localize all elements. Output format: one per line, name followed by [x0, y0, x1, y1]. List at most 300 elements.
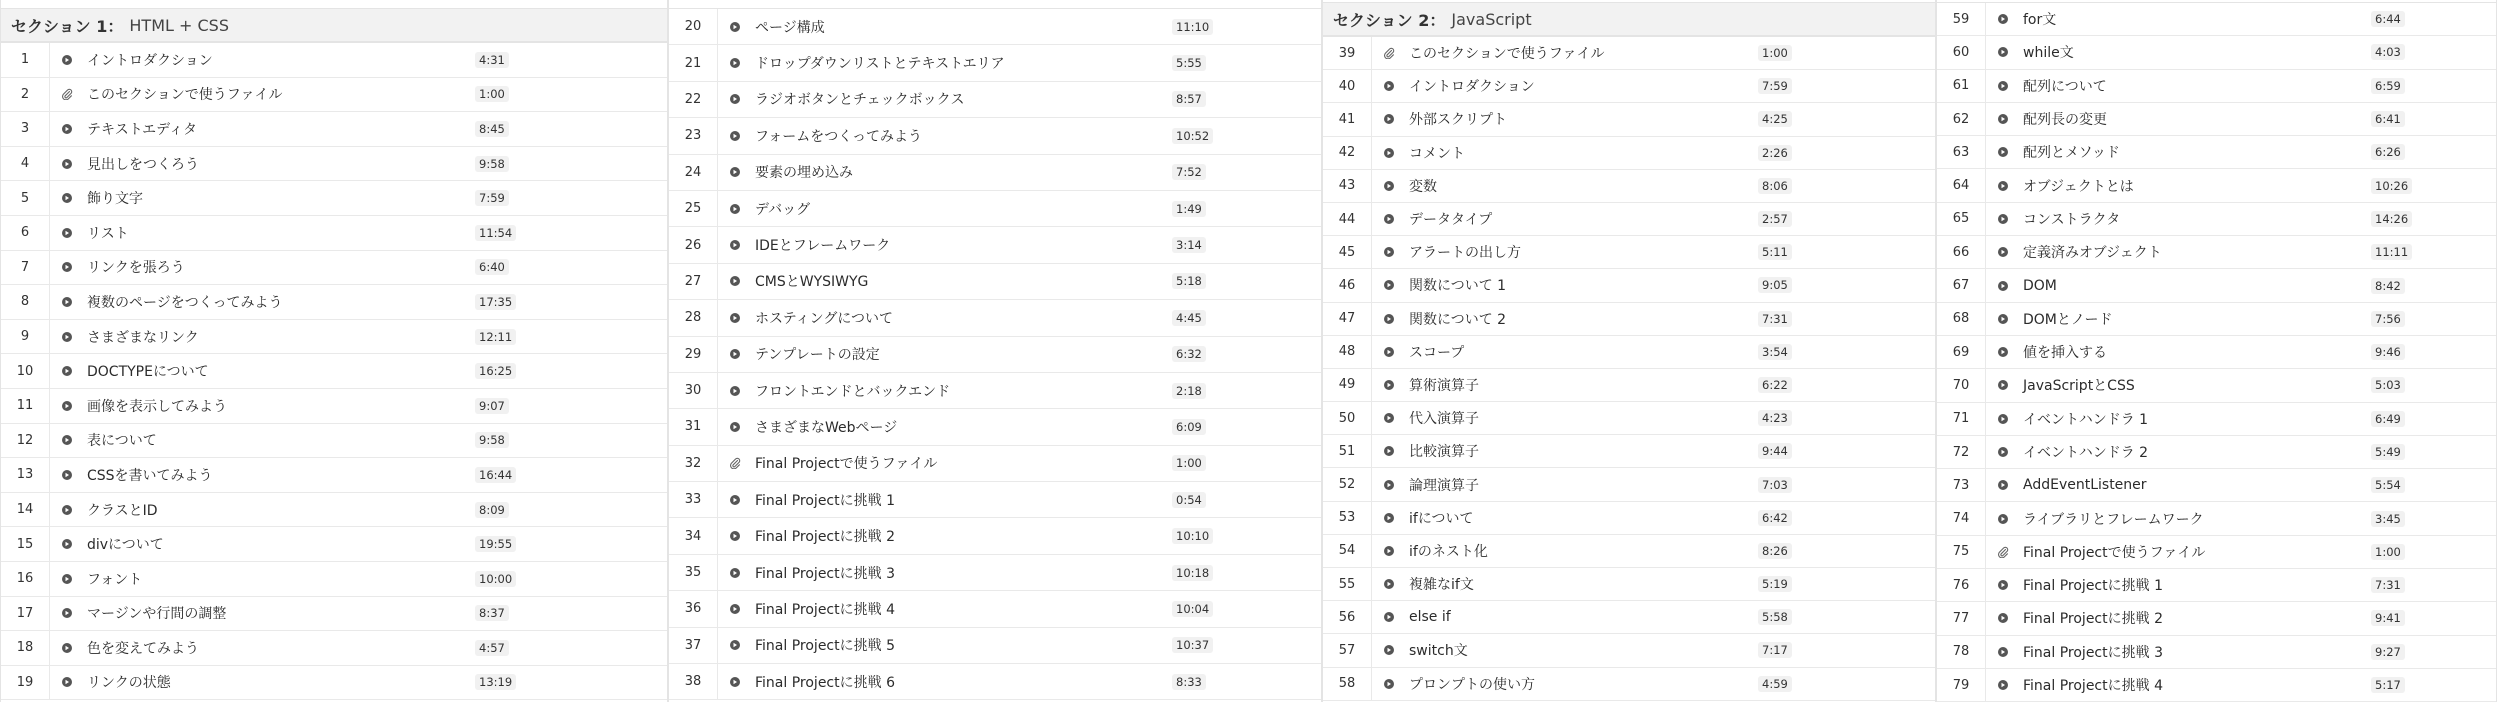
lecture-title[interactable]: Final Projectで使うファイル: [2023, 544, 2206, 561]
lecture-duration: 6:59: [2371, 78, 2405, 94]
lecture-title[interactable]: ラジオボタンとチェックボックス: [755, 92, 965, 109]
lecture-number: 11: [1, 389, 50, 423]
lecture-duration: 4:31: [475, 52, 509, 68]
lecture-duration: 9:44: [1758, 443, 1792, 459]
lecture-number: 37: [669, 628, 718, 663]
lecture-title[interactable]: Final Projectで使うファイル: [755, 456, 938, 473]
lecture-row[interactable]: [1323, 269, 1935, 302]
lecture-title[interactable]: DOMとノード: [2023, 311, 2113, 328]
lecture-row[interactable]: [1937, 669, 2496, 702]
play-circle-icon: [1384, 513, 1394, 523]
lecture-duration: 1:49: [1172, 201, 1206, 217]
lecture-row[interactable]: [1, 147, 667, 182]
lecture-duration: 8:33: [1172, 674, 1206, 690]
lecture-title[interactable]: IDEとフレームワーク: [755, 238, 891, 255]
lecture-title[interactable]: 色を変えてみよう: [87, 640, 199, 657]
lecture-title[interactable]: 外部スクリプト: [1409, 112, 1507, 129]
lecture-duration: 2:26: [1758, 145, 1792, 161]
lecture-duration: 0:54: [1172, 492, 1206, 508]
lecture-list: [669, 8, 1321, 700]
play-circle-icon: [1384, 612, 1394, 622]
lecture-title[interactable]: DOCTYPEについて: [87, 364, 209, 381]
curriculum-column-2: [668, 0, 1322, 702]
lecture-duration: 6:40: [475, 259, 509, 275]
lecture-number: 54: [1323, 535, 1372, 567]
lecture-row[interactable]: [1323, 601, 1935, 634]
lecture-title[interactable]: フォント: [87, 571, 143, 588]
lecture-row[interactable]: [1937, 569, 2496, 602]
play-circle-icon: [62, 505, 72, 515]
lecture-title[interactable]: ホスティングについて: [755, 310, 894, 327]
lecture-row[interactable]: [1323, 402, 1935, 435]
play-circle-icon: [730, 313, 740, 323]
play-circle-icon: [1998, 447, 2008, 457]
lecture-duration: 8:06: [1758, 178, 1792, 194]
lecture-number: 64: [1937, 169, 1986, 201]
lecture-title[interactable]: Final Projectに挑戦 2: [755, 529, 895, 546]
lecture-row[interactable]: [669, 373, 1321, 409]
lecture-row[interactable]: [669, 191, 1321, 227]
lecture-row[interactable]: [1937, 36, 2496, 69]
play-circle-icon: [730, 531, 740, 541]
lecture-row[interactable]: [1, 666, 667, 701]
lecture-row[interactable]: [1, 112, 667, 147]
lecture-title[interactable]: 要素の埋め込み: [755, 165, 853, 182]
lecture-title[interactable]: Final Projectに挑戦 2: [2023, 611, 2163, 628]
lecture-number: 71: [1937, 403, 1986, 435]
lecture-title[interactable]: CSSを書いてみよう: [87, 467, 213, 484]
lecture-row[interactable]: [669, 555, 1321, 591]
lecture-duration: 4:23: [1758, 410, 1792, 426]
lecture-number: 48: [1323, 336, 1372, 368]
lecture-row[interactable]: [669, 45, 1321, 81]
lecture-title[interactable]: ドロップダウンリストとテキストエリア: [755, 56, 1005, 73]
lecture-row[interactable]: [1937, 136, 2496, 169]
lecture-row[interactable]: [1323, 236, 1935, 269]
lecture-number: 66: [1937, 236, 1986, 268]
lecture-number: 34: [669, 518, 718, 553]
lecture-title[interactable]: コンストラクタ: [2023, 211, 2121, 228]
lecture-title[interactable]: テンプレートの設定: [755, 347, 880, 364]
lecture-row[interactable]: [669, 664, 1321, 700]
lecture-title[interactable]: さまざまなリンク: [87, 329, 199, 346]
lecture-duration: 9:27: [2371, 644, 2405, 660]
lecture-duration: 3:45: [2371, 511, 2405, 527]
lecture-title[interactable]: オブジェクトとは: [2023, 178, 2134, 195]
lecture-row[interactable]: [1, 458, 667, 493]
lecture-number: 74: [1937, 502, 1986, 534]
lecture-row[interactable]: [669, 82, 1321, 118]
lecture-title[interactable]: else if: [1409, 609, 1451, 626]
lecture-title[interactable]: フォームをつくってみよう: [755, 128, 923, 145]
play-circle-icon: [62, 401, 72, 411]
lecture-row[interactable]: [1937, 436, 2496, 469]
lecture-number: 10: [1, 354, 50, 388]
lecture-row[interactable]: [1937, 602, 2496, 635]
lecture-row[interactable]: [1, 424, 667, 459]
play-circle-icon: [62, 159, 72, 169]
lecture-title[interactable]: 画像を表示してみよう: [87, 398, 227, 415]
play-circle-icon: [730, 495, 740, 505]
lecture-number: 20: [669, 9, 718, 44]
lecture-row[interactable]: [1937, 236, 2496, 269]
lecture-title[interactable]: フロントエンドとバックエンド: [755, 383, 951, 400]
section-subtitle: HTML + CSS: [129, 15, 229, 35]
lecture-row[interactable]: [669, 446, 1321, 482]
lecture-number: 65: [1937, 203, 1986, 235]
section-header[interactable]: [1, 8, 667, 42]
play-circle-icon: [62, 643, 72, 653]
lecture-row[interactable]: [1323, 668, 1935, 701]
play-circle-icon: [1384, 148, 1394, 158]
lecture-duration: 7:17: [1758, 642, 1792, 658]
lecture-number: 4: [1, 147, 50, 181]
lecture-duration: 9:41: [2371, 610, 2405, 626]
lecture-row[interactable]: [1, 43, 667, 78]
play-circle-icon: [1998, 181, 2008, 191]
lecture-number: 23: [669, 118, 718, 153]
lecture-title[interactable]: ifのネスト化: [1409, 543, 1488, 560]
lecture-title[interactable]: 定義済みオブジェクト: [2023, 245, 2162, 262]
lecture-duration: 11:11: [2371, 244, 2412, 260]
lecture-number: 21: [669, 45, 718, 80]
lecture-title[interactable]: イベントハンドラ 2: [2023, 445, 2149, 461]
lecture-duration: 10:04: [1172, 601, 1213, 617]
lecture-row[interactable]: [1937, 3, 2496, 36]
curriculum-column-3: [1322, 0, 1936, 702]
lecture-row[interactable]: [1323, 468, 1935, 501]
lecture-number: 56: [1323, 601, 1372, 633]
lecture-number: 12: [1, 424, 50, 458]
play-circle-icon: [1998, 214, 2008, 224]
lecture-title[interactable]: スコープ: [1409, 344, 1465, 361]
lecture-duration: 4:59: [1758, 676, 1792, 692]
lecture-row[interactable]: [1937, 502, 2496, 535]
lecture-title[interactable]: 算術演算子: [1409, 377, 1479, 394]
lecture-row[interactable]: [1323, 70, 1935, 103]
lecture-title[interactable]: while文: [2023, 45, 2074, 62]
lecture-title[interactable]: イベントハンドラ 1: [2023, 411, 2149, 428]
lecture-duration: 9:07: [475, 398, 509, 414]
lecture-title[interactable]: 表について: [87, 433, 157, 450]
lecture-title[interactable]: ページ構成: [755, 19, 825, 36]
lecture-row[interactable]: [1, 181, 667, 216]
lecture-row[interactable]: [669, 337, 1321, 373]
play-circle-icon: [730, 240, 740, 250]
play-circle-icon: [1998, 14, 2008, 24]
lecture-number: 35: [669, 555, 718, 590]
lecture-duration: 4:03: [2371, 44, 2405, 60]
lecture-duration: 8:37: [475, 605, 509, 621]
lecture-row[interactable]: [1, 527, 667, 562]
section-header[interactable]: [1323, 2, 1935, 36]
lecture-row[interactable]: [669, 9, 1321, 45]
lecture-duration: 5:58: [1758, 609, 1792, 625]
lecture-row[interactable]: [1, 216, 667, 251]
lecture-number: 67: [1937, 269, 1986, 301]
play-circle-icon: [1998, 647, 2008, 657]
lecture-number: 50: [1323, 402, 1372, 434]
lecture-number: 1: [1, 43, 50, 77]
lecture-row[interactable]: [1, 631, 667, 666]
lecture-number: 73: [1937, 469, 1986, 501]
lecture-number: 70: [1937, 369, 1986, 401]
play-circle-icon: [1384, 247, 1394, 257]
lecture-duration: 8:42: [2371, 278, 2405, 294]
lecture-row[interactable]: [1, 389, 667, 424]
lecture-row[interactable]: [669, 118, 1321, 154]
lecture-number: 25: [669, 191, 718, 226]
paperclip-icon: [1383, 47, 1395, 59]
lecture-duration: 10:10: [1172, 528, 1213, 544]
lecture-title[interactable]: 論理演算子: [1409, 477, 1479, 494]
lecture-duration: 9:58: [475, 432, 509, 448]
lecture-title[interactable]: データタイプ: [1409, 212, 1493, 229]
lecture-title[interactable]: 複数のページをつくってみよう: [87, 294, 283, 311]
lecture-duration: 14:26: [2371, 211, 2412, 227]
lecture-title[interactable]: 見出しをつくろう: [87, 156, 199, 173]
play-circle-icon: [62, 262, 72, 272]
lecture-title[interactable]: 値を挿入する: [2023, 345, 2107, 362]
lecture-row[interactable]: [1323, 568, 1935, 601]
lecture-duration: 19:55: [475, 536, 516, 552]
play-circle-icon: [1998, 347, 2008, 357]
lecture-duration: 7:59: [1758, 78, 1792, 94]
play-circle-icon: [62, 574, 72, 584]
play-circle-icon: [1384, 214, 1394, 224]
lecture-duration: 2:18: [1172, 383, 1206, 399]
lecture-title[interactable]: CMSとWYSIWYG: [755, 274, 869, 291]
lecture-list: [1, 42, 667, 700]
lecture-row[interactable]: [1937, 203, 2496, 236]
play-circle-icon: [1384, 181, 1394, 191]
lecture-number: 28: [669, 300, 718, 335]
lecture-row[interactable]: [1323, 303, 1935, 336]
lecture-row[interactable]: [1, 285, 667, 320]
lecture-title[interactable]: 代入演算子: [1409, 411, 1479, 428]
lecture-title[interactable]: ifについて: [1409, 510, 1474, 527]
lecture-title[interactable]: 配列長の変更: [2023, 112, 2107, 129]
lecture-number: 44: [1323, 203, 1372, 235]
lecture-list: [1323, 36, 1935, 701]
lecture-number: 41: [1323, 103, 1372, 135]
play-circle-icon: [1998, 613, 2008, 623]
lecture-duration: 5:54: [2371, 477, 2405, 493]
lecture-title[interactable]: Final Projectに挑戦 3: [755, 565, 895, 582]
play-circle-icon: [1384, 480, 1394, 490]
lecture-title[interactable]: このセクションで使うファイル: [1409, 46, 1605, 63]
lecture-row[interactable]: [1, 251, 667, 286]
lecture-title[interactable]: テキストエディタ: [87, 121, 198, 138]
lecture-duration: 16:25: [475, 363, 516, 379]
play-circle-icon: [730, 22, 740, 32]
lecture-row[interactable]: [1323, 502, 1935, 535]
lecture-title[interactable]: Final Projectに挑戦 6: [755, 674, 895, 691]
lecture-row[interactable]: [669, 155, 1321, 191]
lecture-row[interactable]: [1, 562, 667, 597]
lecture-row[interactable]: [669, 591, 1321, 627]
lecture-title[interactable]: for文: [2023, 12, 2057, 29]
lecture-title[interactable]: リンクの状態: [87, 675, 171, 692]
lecture-row[interactable]: [1323, 336, 1935, 369]
lecture-row[interactable]: [1, 354, 667, 389]
lecture-row[interactable]: [1937, 536, 2496, 569]
lecture-row[interactable]: [1323, 634, 1935, 667]
play-circle-icon: [1384, 380, 1394, 390]
lecture-title[interactable]: デバッグ: [755, 201, 811, 218]
lecture-number: 76: [1937, 569, 1986, 601]
play-circle-icon: [62, 470, 72, 480]
play-circle-icon: [1998, 47, 2008, 57]
play-circle-icon: [730, 58, 740, 68]
lecture-row[interactable]: [669, 300, 1321, 336]
play-circle-icon: [730, 386, 740, 396]
lecture-row[interactable]: [1, 78, 667, 113]
lecture-row[interactable]: [669, 264, 1321, 300]
lecture-title[interactable]: 関数について 2: [1409, 311, 1507, 328]
lecture-number: 17: [1, 597, 50, 631]
lecture-duration: 8:26: [1758, 543, 1792, 559]
paperclip-icon: [1997, 546, 2009, 558]
play-circle-icon: [1998, 81, 2008, 91]
lecture-row[interactable]: [1323, 369, 1935, 402]
lecture-row[interactable]: [1937, 469, 2496, 502]
play-circle-icon: [62, 193, 72, 203]
lecture-title[interactable]: DOM: [2023, 277, 2057, 294]
lecture-row[interactable]: [1937, 403, 2496, 436]
lecture-title[interactable]: リスト: [87, 225, 129, 242]
lecture-row[interactable]: [1323, 103, 1935, 136]
lecture-number: 13: [1, 458, 50, 492]
lecture-row[interactable]: [669, 409, 1321, 445]
lecture-row[interactable]: [1937, 369, 2496, 402]
lecture-title[interactable]: 配列とメソッド: [2023, 145, 2120, 162]
lecture-title[interactable]: 配列について: [2023, 78, 2107, 95]
lecture-title[interactable]: マージンや行間の調整: [87, 606, 227, 623]
lecture-row[interactable]: [1, 320, 667, 355]
play-circle-icon: [62, 124, 72, 134]
lecture-duration: 10:37: [1172, 637, 1213, 653]
lecture-title[interactable]: イントロダクション: [1409, 79, 1535, 96]
lecture-row[interactable]: [1937, 103, 2496, 136]
lecture-duration: 6:49: [2371, 411, 2405, 427]
lecture-duration: 5:17: [2371, 677, 2405, 693]
lecture-title[interactable]: divについて: [87, 537, 164, 554]
play-circle-icon: [1998, 580, 2008, 590]
lecture-title[interactable]: 飾り文字: [87, 191, 143, 208]
lecture-title[interactable]: Final Projectに挑戦 4: [755, 601, 895, 618]
lecture-title[interactable]: Final Projectに挑戦 3: [2023, 644, 2163, 661]
play-circle-icon: [62, 608, 72, 618]
lecture-number: 16: [1, 562, 50, 596]
lecture-duration: 13:19: [475, 674, 516, 690]
lecture-number: 26: [669, 227, 718, 262]
lecture-duration: 10:00: [475, 571, 516, 587]
lecture-duration: 11:10: [1172, 19, 1213, 35]
play-circle-icon: [62, 539, 72, 549]
lecture-row[interactable]: [669, 518, 1321, 554]
lecture-row[interactable]: [1937, 336, 2496, 369]
play-circle-icon: [1998, 514, 2008, 524]
lecture-row[interactable]: [1937, 636, 2496, 669]
lecture-title[interactable]: AddEventListener: [2023, 477, 2147, 494]
lecture-duration: 6:26: [2371, 144, 2405, 160]
lecture-row[interactable]: [1937, 303, 2496, 336]
lecture-title[interactable]: コメント: [1409, 145, 1465, 162]
lecture-duration: 8:45: [475, 121, 509, 137]
lecture-row[interactable]: [1937, 269, 2496, 302]
play-circle-icon: [1384, 413, 1394, 423]
lecture-title[interactable]: 複雑なif文: [1409, 577, 1474, 594]
lecture-duration: 5:03: [2371, 377, 2405, 393]
lecture-number: 6: [1, 216, 50, 250]
lecture-title[interactable]: Final Projectに挑戦 4: [2023, 678, 2163, 695]
lecture-row[interactable]: [1323, 37, 1935, 70]
play-circle-icon: [730, 640, 740, 650]
lecture-title[interactable]: ライブラリとフレームワーク: [2023, 511, 2204, 528]
lecture-row[interactable]: [1323, 203, 1935, 236]
lecture-row[interactable]: [1323, 535, 1935, 568]
lecture-title[interactable]: リンクを張ろう: [87, 260, 185, 277]
lecture-duration: 7:56: [2371, 311, 2405, 327]
lecture-duration: 11:54: [475, 225, 516, 241]
lecture-row[interactable]: [1, 493, 667, 528]
lecture-number: 42: [1323, 137, 1372, 169]
lecture-number: 5: [1, 181, 50, 215]
lecture-title[interactable]: プロンプトの使い方: [1409, 676, 1535, 693]
lecture-row[interactable]: [1323, 137, 1935, 170]
lecture-row[interactable]: [1323, 170, 1935, 203]
lecture-duration: 5:11: [1758, 244, 1792, 260]
lecture-title[interactable]: さまざまなWebページ: [755, 419, 898, 436]
lecture-duration: 1:00: [475, 86, 509, 102]
lecture-number: 24: [669, 155, 718, 190]
lecture-row[interactable]: [1, 597, 667, 632]
lecture-title[interactable]: 変数: [1409, 178, 1437, 195]
lecture-number: 3: [1, 112, 50, 146]
play-circle-icon: [1998, 680, 2008, 690]
lecture-title[interactable]: Final Projectに挑戦 5: [755, 638, 895, 655]
lecture-row[interactable]: [1937, 70, 2496, 103]
play-circle-icon: [1998, 414, 2008, 424]
play-circle-icon: [62, 228, 72, 238]
lecture-number: 78: [1937, 636, 1986, 668]
lecture-title[interactable]: クラスとID: [87, 502, 158, 519]
play-circle-icon: [62, 366, 72, 376]
lecture-row[interactable]: [669, 227, 1321, 263]
lecture-title[interactable]: イントロダクション: [87, 52, 213, 69]
lecture-title[interactable]: Final Projectに挑戦 1: [2023, 578, 2163, 595]
lecture-title[interactable]: このセクションで使うファイル: [87, 87, 283, 104]
play-circle-icon: [1384, 579, 1394, 589]
play-circle-icon: [730, 422, 740, 432]
lecture-title[interactable]: 比較演算子: [1409, 444, 1479, 461]
play-circle-icon: [730, 204, 740, 214]
lecture-title[interactable]: 関数について 1: [1409, 278, 1507, 295]
lecture-row[interactable]: [669, 482, 1321, 518]
lecture-title[interactable]: JavaScriptとCSS: [2023, 378, 2135, 395]
play-circle-icon: [1384, 645, 1394, 655]
lecture-row[interactable]: [1937, 169, 2496, 202]
lecture-title[interactable]: Final Projectに挑戦 1: [755, 492, 895, 509]
lecture-row[interactable]: [669, 628, 1321, 664]
lecture-row[interactable]: [1323, 435, 1935, 468]
lecture-duration: 7:31: [2371, 577, 2405, 593]
play-circle-icon: [1998, 380, 2008, 390]
play-circle-icon: [730, 167, 740, 177]
lecture-title[interactable]: switch文: [1409, 643, 1468, 660]
lecture-title[interactable]: アラートの出し方: [1409, 245, 1521, 262]
